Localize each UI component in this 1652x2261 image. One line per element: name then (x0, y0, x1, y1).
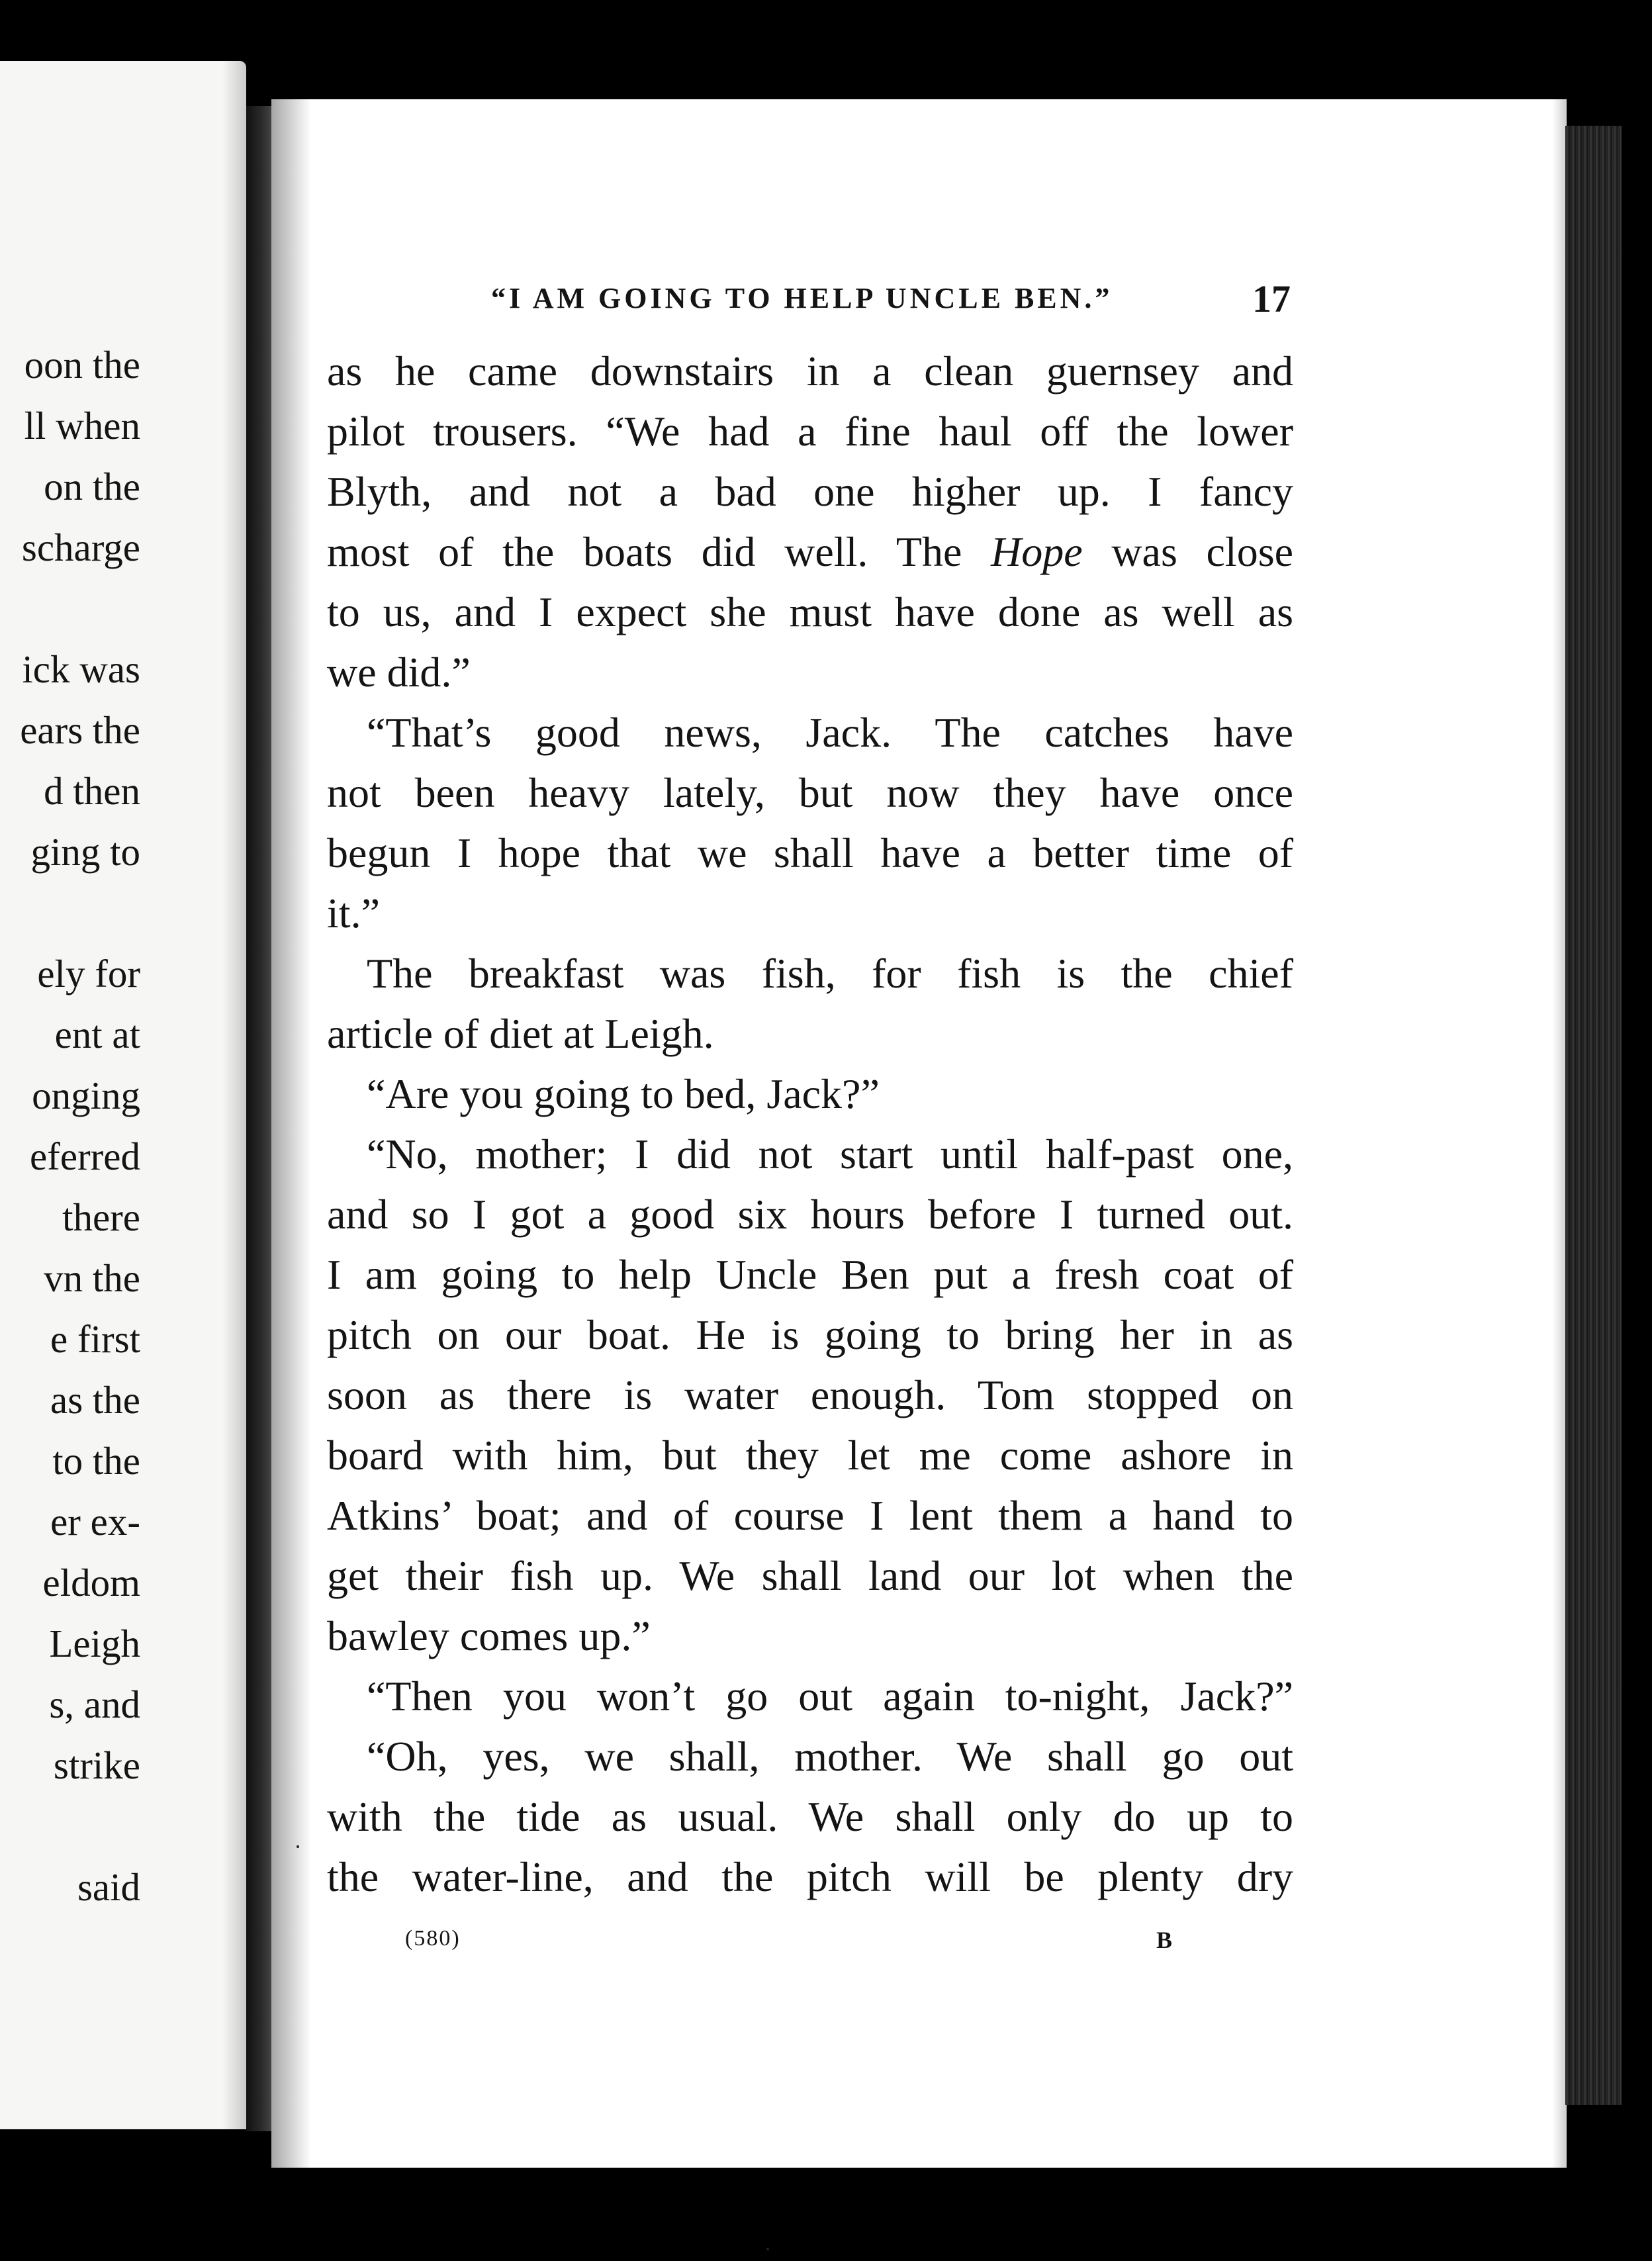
line-text: soon as there is water enough. Tom stopped on (327, 1371, 1293, 1418)
line-text: The breakfast was fish, for fish is the chief (367, 950, 1293, 997)
line-text: to us, and I expect she must have done as well as (327, 588, 1293, 635)
text-line (327, 1485, 1293, 1546)
line-text: article of diet at Leigh. (327, 1010, 714, 1057)
text-line (327, 1726, 1293, 1786)
left-page-line: to the (52, 1439, 140, 1483)
scan-speck (297, 1845, 299, 1848)
text-line (327, 1666, 1293, 1726)
page-stack-edges (1565, 126, 1622, 2105)
left-page-line: oon the (24, 343, 140, 387)
left-page-line: ick was (22, 647, 140, 691)
running-head: “I AM GOING TO HELP UNCLE BEN.” (491, 282, 1113, 314)
line-text: and so I got a good six hours before I turned out. (327, 1191, 1293, 1238)
line-text: board with him, but they let me come ashore in (327, 1432, 1293, 1479)
left-page-line: d then (44, 769, 140, 813)
text-line (327, 1244, 1293, 1305)
left-page-line: s, and (49, 1683, 140, 1726)
left-page-line: said (77, 1865, 140, 1909)
signature-mark: B (1156, 1927, 1173, 1953)
page-gutter-shadow (271, 99, 311, 2168)
left-page-line: strike (53, 1743, 140, 1787)
text-line (327, 1606, 1293, 1666)
text-line (327, 1847, 1293, 1907)
line-text: pilot trousers. “We had a fine haul off the lower (327, 408, 1293, 455)
text-line (327, 702, 1293, 762)
left-page-line: on the (44, 465, 140, 508)
page-edge-highlight (1552, 99, 1567, 2168)
text-line (327, 582, 1293, 642)
scan-speck (766, 2248, 769, 2250)
left-page-line: eldom (42, 1561, 140, 1604)
left-page-gutter-shadow (222, 61, 246, 2129)
left-page-line: ent at (54, 1013, 140, 1056)
line-text: pitch on our boat. He is going to bring her in as (327, 1311, 1293, 1358)
left-page-line: scharge (21, 526, 140, 569)
text-line (327, 522, 1293, 582)
line-text: get their fish up. We shall land our lot when the (327, 1552, 1293, 1599)
left-page-line: ears the (20, 708, 140, 752)
body-text (327, 341, 1293, 1907)
line-text: “Are you going to bed, Jack?” (367, 1070, 880, 1117)
text-line (327, 1124, 1293, 1184)
line-text: as he came downstairs in a clean guernsey and (327, 347, 1293, 394)
line-text: the water-line, and the pitch will be plenty dry (327, 1853, 1293, 1900)
text-line (327, 461, 1293, 522)
left-page-line: eferred (29, 1134, 140, 1178)
left-page-line: onging (32, 1074, 140, 1117)
left-page-line: vn the (44, 1256, 140, 1300)
text-line (327, 1365, 1293, 1425)
signature-number: (580) (405, 1926, 461, 1951)
text-line (327, 1184, 1293, 1244)
text-line (327, 1546, 1293, 1606)
line-text-after: was close (1082, 528, 1294, 575)
line-text: not been heavy lately, but now they have once (327, 769, 1293, 816)
line-text: with the tide as usual. We shall only do up to (327, 1793, 1293, 1840)
line-text: Atkins’ boat; and of course I lent them a hand to (327, 1492, 1293, 1539)
text-line (327, 1064, 1293, 1124)
text-line (327, 341, 1293, 401)
line-text: “Oh, yes, we shall, mother. We shall go out (367, 1733, 1293, 1780)
line-text: I am going to help Uncle Ben put a fresh coat of (327, 1251, 1293, 1298)
left-page-line: e first (50, 1317, 140, 1361)
line-text: “That’s good news, Jack. The catches have (367, 709, 1293, 756)
text-line (327, 1003, 1293, 1064)
line-text: begun I hope that we shall have a better time of (327, 829, 1293, 876)
text-line (327, 762, 1293, 823)
line-text: bawley comes up.” (327, 1612, 651, 1659)
left-page-line: ging to (30, 830, 140, 874)
line-text: “Then you won’t go out again to-night, Jack?” (367, 1673, 1293, 1720)
text-line (327, 642, 1293, 702)
left-page-line: er ex- (50, 1500, 140, 1544)
left-page-line: ely for (37, 952, 140, 995)
text-line (327, 883, 1293, 943)
line-text: it.” (327, 890, 380, 937)
boat-name-italic: Hope (991, 528, 1083, 575)
text-line (327, 943, 1293, 1003)
line-text: we did.” (327, 649, 471, 696)
line-text: “No, mother; I did not start until half-past one, (367, 1130, 1293, 1177)
left-page-line: there (62, 1195, 140, 1239)
left-page-line: Leigh (49, 1622, 140, 1665)
line-text: most of the boats did well. The (327, 528, 991, 575)
text-line (327, 1305, 1293, 1365)
line-text: Blyth, and not a bad one higher up. I fancy (327, 468, 1293, 515)
left-facing-page (0, 61, 246, 2129)
page-number: 17 (1252, 277, 1291, 320)
left-page-line: as the (50, 1378, 140, 1422)
text-line (327, 823, 1293, 883)
text-line (327, 1425, 1293, 1485)
left-page-line: ll when (24, 404, 140, 447)
text-line (327, 1786, 1293, 1847)
text-line (327, 401, 1293, 461)
